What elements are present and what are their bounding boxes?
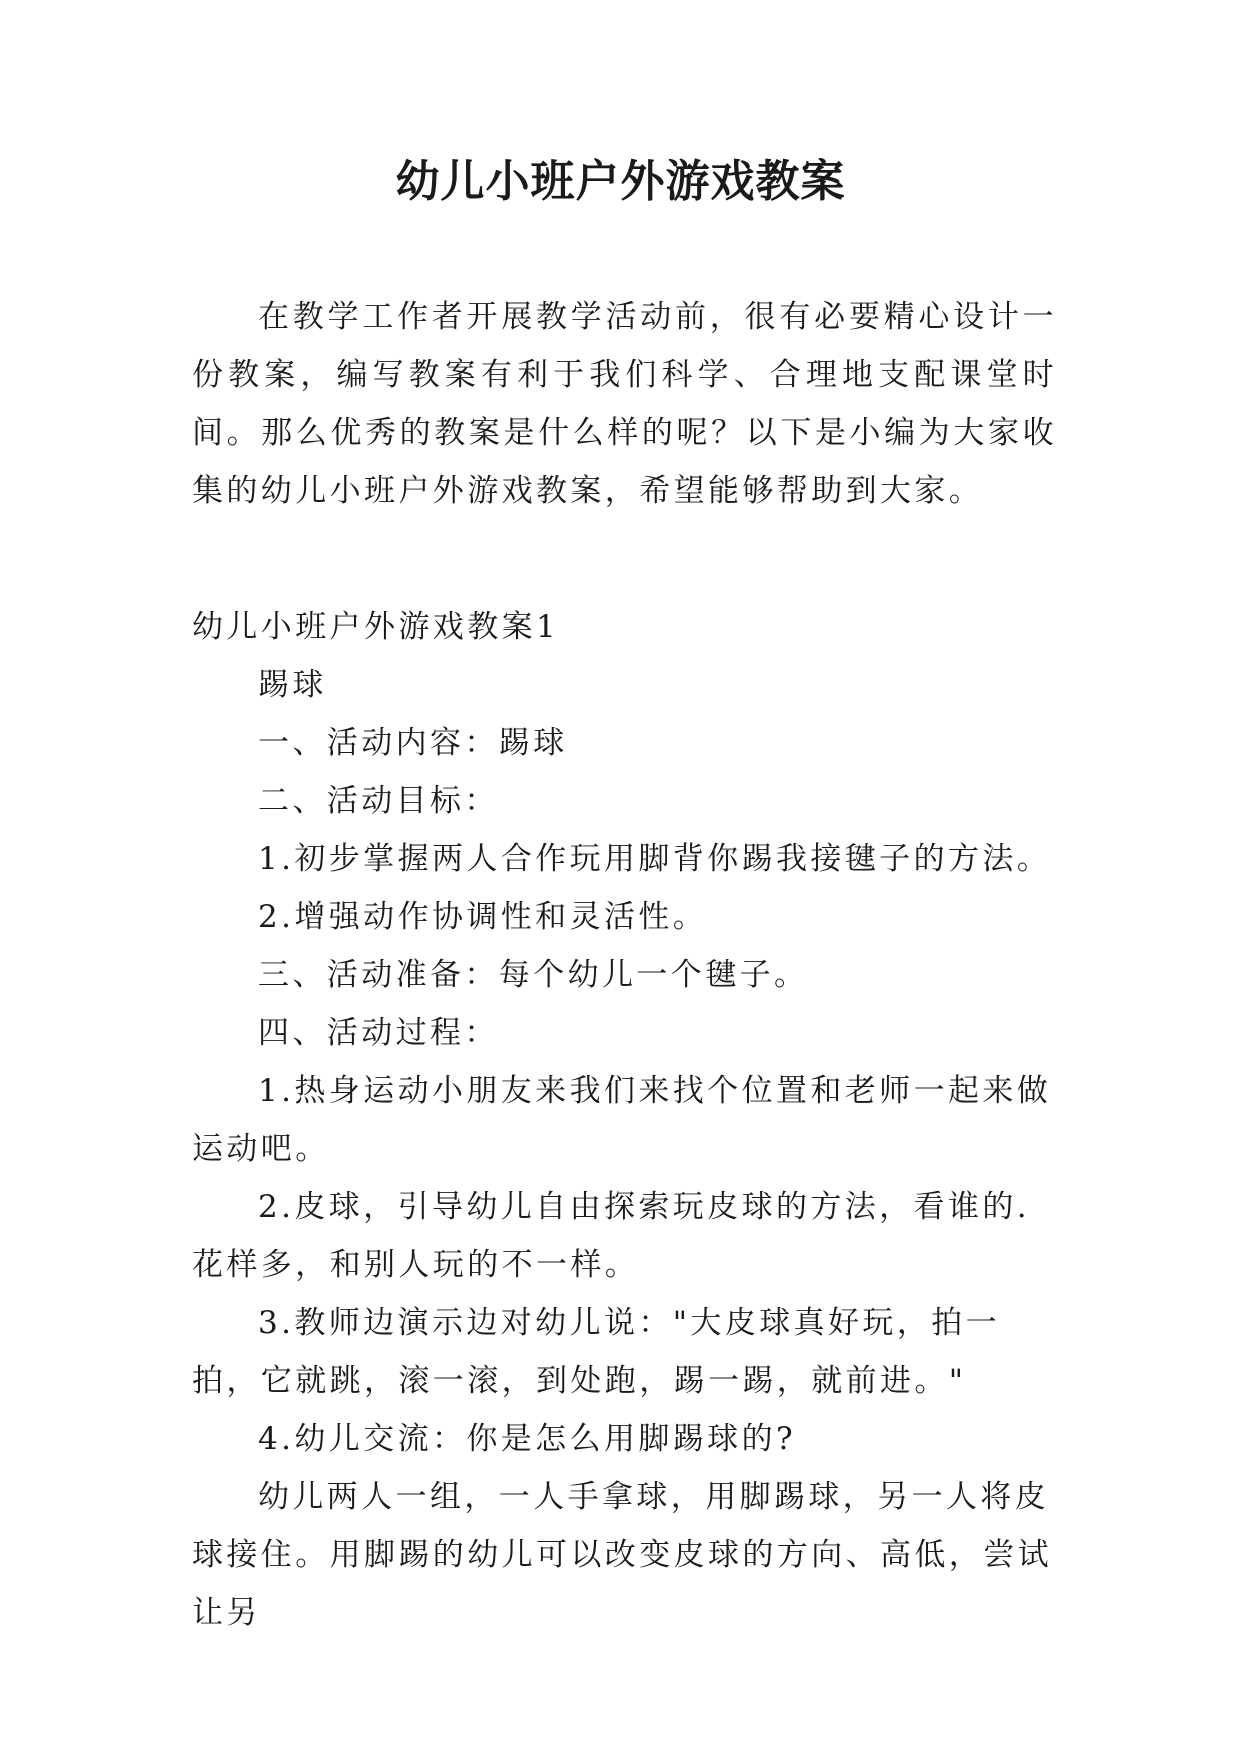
- paragraph: 二、活动目标：: [258, 783, 499, 819]
- paragraph: 四、活动过程：: [258, 1015, 499, 1051]
- paragraph: 1.热身运动小朋友来我们来找个位置和老师一起来做运动吧。: [192, 1073, 1052, 1167]
- paragraph: 幼儿两人一组，一人手拿球，用脚踢球，另一人将皮球接住。用脚踢的幼儿可以改变皮球的方向、高低，尝试让另: [192, 1479, 1052, 1631]
- section-heading: 幼儿小班户外游戏教案1: [192, 609, 560, 645]
- paragraph: 一、活动内容：踢球: [258, 725, 568, 761]
- paragraph: 1.初步掌握两人合作玩用脚背你踢我接毽子的方法。: [258, 841, 1052, 877]
- paragraph: 2.增强动作协调性和灵活性。: [258, 899, 708, 935]
- document-body: [192, 288, 1057, 1642]
- paragraph: 2.皮球，引导幼儿自由探索玩皮球的方法，看谁的.花样多，和别人玩的不一样。: [192, 1189, 1031, 1283]
- paragraph: 三、活动准备：每个幼儿一个毽子。: [258, 957, 809, 993]
- paragraph: 4.幼儿交流：你是怎么用脚踢球的?: [258, 1421, 796, 1457]
- paragraph: 3.教师边演示边对幼儿说："大皮球真好玩，拍一拍，它就跳，滚一滚，到处跑，踢一踢，就前进。": [192, 1305, 1001, 1399]
- intro-paragraph: 在教学工作者开展教学活动前，很有必要精心设计一份教案，编写教案有利于我们科学、合理地支配课堂时间。那么优秀的教案是什么样的呢？以下是小编为大家收集的幼儿小班户外游戏教案，希望能够帮助到大家。: [192, 299, 1057, 509]
- document-title: 幼儿小班户外游戏教案: [395, 156, 846, 207]
- paragraph: 踢球: [258, 667, 327, 703]
